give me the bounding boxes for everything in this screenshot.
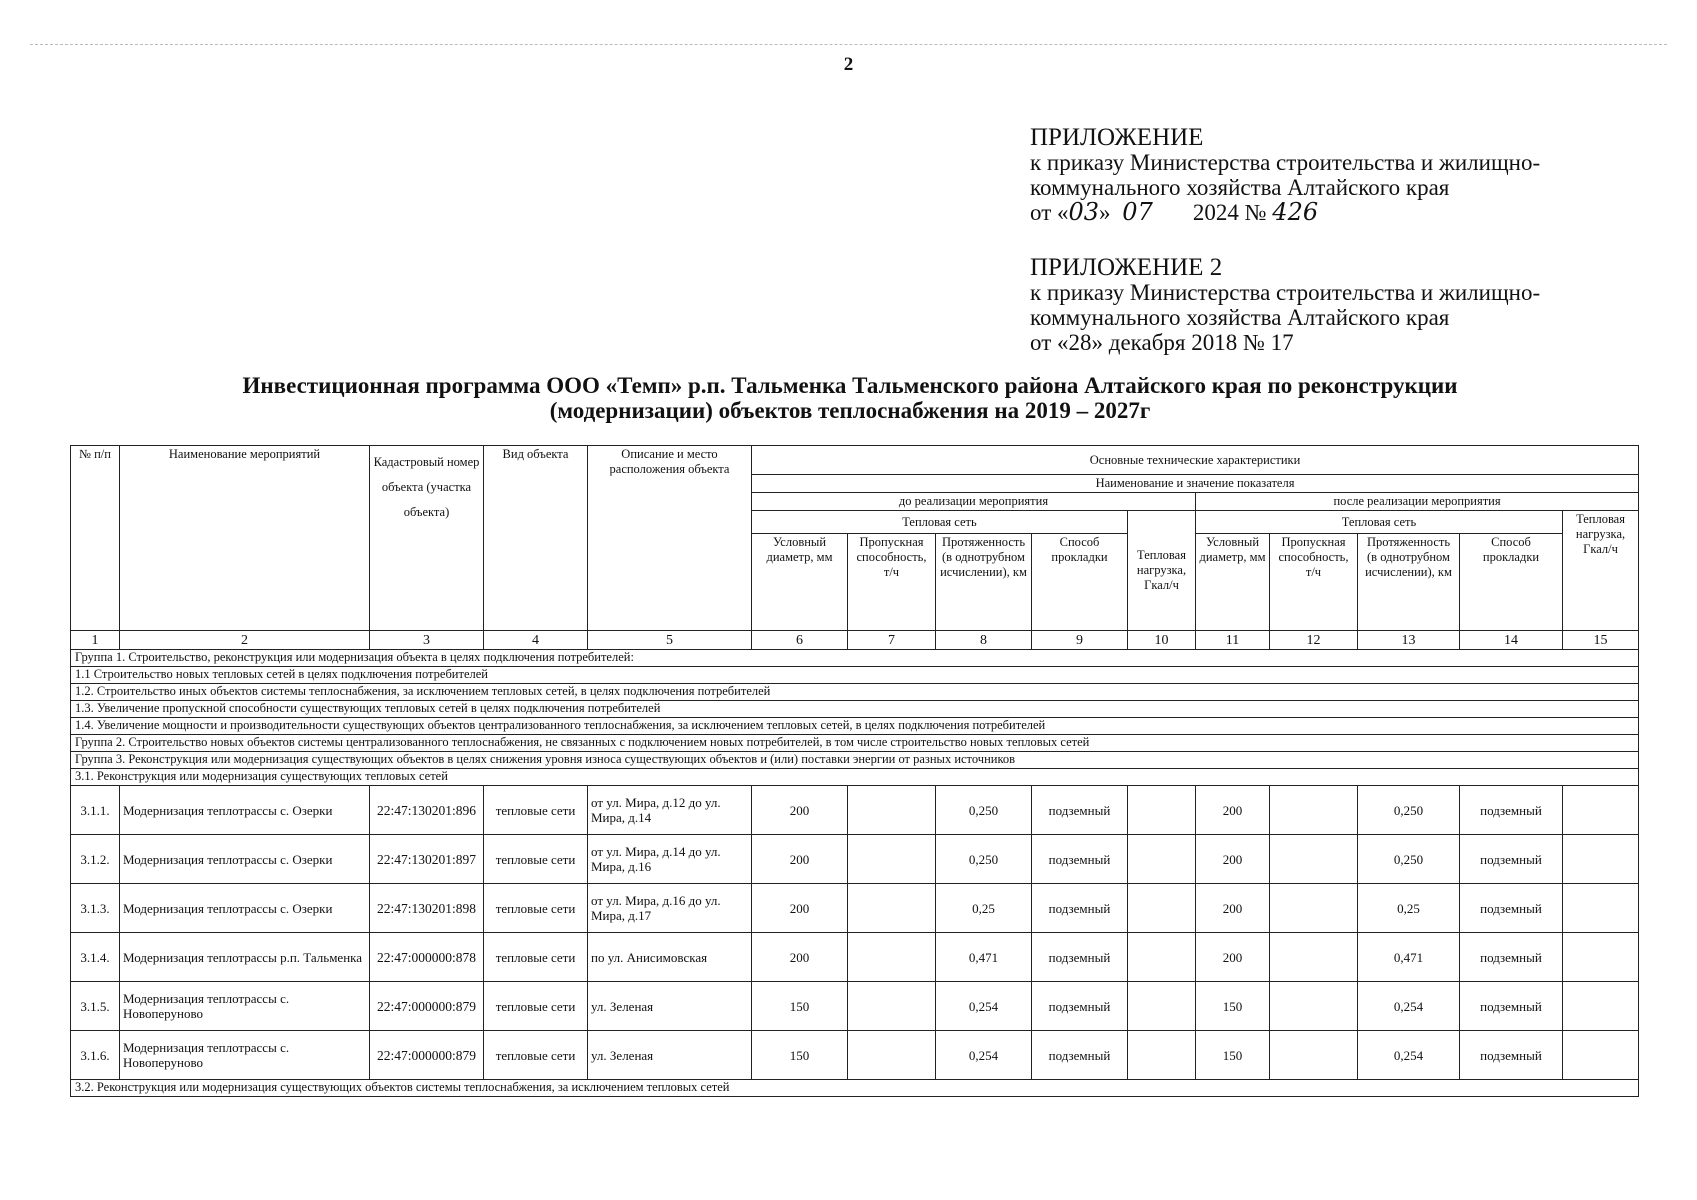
col-number: 2 bbox=[120, 631, 370, 650]
appendix-2-line3: от «28» декабря 2018 № 17 bbox=[1030, 330, 1294, 355]
appendix-2-line1: к приказу Министерства строительства и жилищно- bbox=[1030, 280, 1541, 305]
row-method-before: подземный bbox=[1032, 884, 1128, 933]
col-number: 1 bbox=[71, 631, 120, 650]
row-description: ул. Зеленая bbox=[588, 1031, 752, 1080]
section-row-label: 3.2. Реконструкция или модернизация существующих объектов системы теплоснабжения, за исключением тепловых сетей bbox=[71, 1080, 1639, 1097]
row-load-after bbox=[1563, 1031, 1639, 1080]
date-year: 2024 № bbox=[1192, 200, 1267, 225]
col-number: 3 bbox=[370, 631, 484, 650]
header-num: № п/п bbox=[71, 446, 120, 631]
group-row bbox=[71, 701, 1639, 718]
col-number: 13 bbox=[1358, 631, 1460, 650]
page-number: 2 bbox=[843, 54, 854, 75]
col-number: 12 bbox=[1270, 631, 1358, 650]
row-length-before: 0,471 bbox=[936, 933, 1032, 982]
row-type: тепловые сети bbox=[484, 1031, 588, 1080]
row-load-after bbox=[1563, 835, 1639, 884]
row-name: Модернизация теплотрассы с. Новоперуново bbox=[120, 982, 370, 1031]
table-row bbox=[71, 786, 1639, 835]
row-length-before: 0,250 bbox=[936, 786, 1032, 835]
header-length-after: Протяженность (в однотрубном исчислении), км bbox=[1358, 534, 1460, 631]
group-row-label: 1.1 Строительство новых тепловых сетей в целях подключения потребителей bbox=[71, 667, 1639, 684]
row-capacity-after bbox=[1270, 786, 1358, 835]
row-method-after: подземный bbox=[1460, 933, 1563, 982]
col-number: 4 bbox=[484, 631, 588, 650]
row-method-before: подземный bbox=[1032, 982, 1128, 1031]
appendix-2-heading: ПРИЛОЖЕНИЕ 2 bbox=[1030, 254, 1223, 281]
row-length-after: 0,471 bbox=[1358, 933, 1460, 982]
row-diameter-before: 200 bbox=[752, 835, 848, 884]
document-title bbox=[160, 373, 1540, 423]
col-number: 14 bbox=[1460, 631, 1563, 650]
group-row-label: Группа 2. Строительство новых объектов системы централизованного теплоснабжения, не связанных с подключением новых потребителей, в том числе строительство новых тепловых сетей bbox=[71, 735, 1639, 752]
table-row bbox=[71, 933, 1639, 982]
row-capacity-after bbox=[1270, 884, 1358, 933]
header-load-after: Тепловая нагрузка, Гкал/ч bbox=[1563, 511, 1639, 631]
column-numbers-row bbox=[71, 631, 1639, 650]
row-capacity-before bbox=[848, 933, 936, 982]
title-line-1: Инвестиционная программа ООО «Темп» р.п. Тальменка Тальменского района Алтайского края по реконструкции bbox=[242, 373, 1458, 398]
header-method-before: Способ прокладки bbox=[1032, 534, 1128, 631]
row-description: от ул. Мира, д.12 до ул. Мира, д.14 bbox=[588, 786, 752, 835]
row-capacity-after bbox=[1270, 1031, 1358, 1080]
col-number: 9 bbox=[1032, 631, 1128, 650]
row-length-after: 0,254 bbox=[1358, 982, 1460, 1031]
row-length-after: 0,25 bbox=[1358, 884, 1460, 933]
row-diameter-after: 150 bbox=[1196, 1031, 1270, 1080]
row-num: 3.1.6. bbox=[71, 1031, 120, 1080]
header-main-characteristics: Основные технические характеристики bbox=[752, 446, 1639, 475]
row-length-before: 0,254 bbox=[936, 1031, 1032, 1080]
header-network-before: Тепловая сеть bbox=[752, 511, 1128, 534]
row-capacity-after bbox=[1270, 933, 1358, 982]
row-length-before: 0,25 bbox=[936, 884, 1032, 933]
appendix-1-block bbox=[1030, 125, 1540, 225]
group-row bbox=[71, 718, 1639, 735]
row-length-before: 0,254 bbox=[936, 982, 1032, 1031]
row-load-after bbox=[1563, 884, 1639, 933]
header-network-after: Тепловая сеть bbox=[1196, 511, 1563, 534]
row-cadastral: 22:47:130201:897 bbox=[370, 835, 484, 884]
row-capacity-before bbox=[848, 835, 936, 884]
row-length-after: 0,254 bbox=[1358, 1031, 1460, 1080]
row-type: тепловые сети bbox=[484, 982, 588, 1031]
row-diameter-after: 200 bbox=[1196, 884, 1270, 933]
row-name: Модернизация теплотрассы с. Озерки bbox=[120, 835, 370, 884]
handwritten-day: 03 bbox=[1068, 198, 1100, 226]
row-diameter-after: 200 bbox=[1196, 933, 1270, 982]
row-length-before: 0,250 bbox=[936, 835, 1032, 884]
row-description: ул. Зеленая bbox=[588, 982, 752, 1031]
row-num: 3.1.4. bbox=[71, 933, 120, 982]
row-method-before: подземный bbox=[1032, 786, 1128, 835]
row-load-before bbox=[1128, 933, 1196, 982]
group-row bbox=[71, 667, 1639, 684]
row-capacity-after bbox=[1270, 835, 1358, 884]
header-cadastral: Кадастровый номер объекта (участка объекта) bbox=[370, 446, 484, 631]
group-row-label: 1.4. Увеличение мощности и производительности существующих объектов централизованного теплоснабжения, за исключением тепловых сетей, в целях подключения потребителей bbox=[71, 718, 1639, 735]
header-diameter-after: Условный диаметр, мм bbox=[1196, 534, 1270, 631]
header-capacity-after: Пропускная способность, т/ч bbox=[1270, 534, 1358, 631]
col-number: 8 bbox=[936, 631, 1032, 650]
header-capacity-before: Пропускная способность, т/ч bbox=[848, 534, 936, 631]
row-load-after bbox=[1563, 933, 1639, 982]
row-method-before: подземный bbox=[1032, 933, 1128, 982]
row-diameter-before: 150 bbox=[752, 1031, 848, 1080]
group-row-label: Группа 3. Реконструкция или модернизация существующих объектов в целях снижения уровня износа существующих объектов и (или) поставки энергии от разных источников bbox=[71, 752, 1639, 769]
date-prefix: от « bbox=[1030, 200, 1069, 225]
header-before: до реализации мероприятия bbox=[752, 493, 1196, 511]
table-row bbox=[71, 1031, 1639, 1080]
row-capacity-before bbox=[848, 786, 936, 835]
row-description: от ул. Мира, д.16 до ул. Мира, д.17 bbox=[588, 884, 752, 933]
col-number: 15 bbox=[1563, 631, 1639, 650]
handwritten-number: 426 bbox=[1272, 198, 1319, 226]
row-name: Модернизация теплотрассы с. Новоперуново bbox=[120, 1031, 370, 1080]
col-number: 7 bbox=[848, 631, 936, 650]
header-description: Описание и место расположения объекта bbox=[588, 446, 752, 631]
group-row bbox=[71, 684, 1639, 701]
header-after: после реализации мероприятия bbox=[1196, 493, 1639, 511]
row-diameter-before: 150 bbox=[752, 982, 848, 1031]
row-num: 3.1.5. bbox=[71, 982, 120, 1031]
row-load-before bbox=[1128, 835, 1196, 884]
row-load-before bbox=[1128, 786, 1196, 835]
row-capacity-after bbox=[1270, 982, 1358, 1031]
header-length-before: Протяженность (в однотрубном исчислении), км bbox=[936, 534, 1032, 631]
row-description: по ул. Анисимовская bbox=[588, 933, 752, 982]
group-row-label: Группа 1. Строительство, реконструкция или модернизация объекта в целях подключения потребителей: bbox=[71, 650, 1639, 667]
group-row bbox=[71, 735, 1639, 752]
date-mid: » bbox=[1099, 200, 1117, 225]
appendix-1-heading: ПРИЛОЖЕНИЕ bbox=[1030, 124, 1204, 151]
row-capacity-before bbox=[848, 884, 936, 933]
row-cadastral: 22:47:130201:896 bbox=[370, 786, 484, 835]
row-description: от ул. Мира, д.14 до ул. Мира, д.16 bbox=[588, 835, 752, 884]
section-row bbox=[71, 1080, 1639, 1097]
row-diameter-before: 200 bbox=[752, 884, 848, 933]
header-load-before: Тепловая нагрузка, Гкал/ч bbox=[1128, 511, 1196, 631]
appendix-1-line2: коммунального хозяйства Алтайского края bbox=[1030, 175, 1450, 200]
row-length-after: 0,250 bbox=[1358, 786, 1460, 835]
row-name: Модернизация теплотрассы с. Озерки bbox=[120, 884, 370, 933]
row-type: тепловые сети bbox=[484, 786, 588, 835]
row-diameter-after: 200 bbox=[1196, 786, 1270, 835]
row-load-before bbox=[1128, 982, 1196, 1031]
row-method-after: подземный bbox=[1460, 786, 1563, 835]
table-row bbox=[71, 884, 1639, 933]
row-type: тепловые сети bbox=[484, 933, 588, 982]
row-method-after: подземный bbox=[1460, 982, 1563, 1031]
row-num: 3.1.2. bbox=[71, 835, 120, 884]
col-number: 11 bbox=[1196, 631, 1270, 650]
group-row-label: 1.3. Увеличение пропускной способности существующих тепловых сетей в целях подключения потребителей bbox=[71, 701, 1639, 718]
row-name: Модернизация теплотрассы р.п. Тальменка bbox=[120, 933, 370, 982]
row-length-after: 0,250 bbox=[1358, 835, 1460, 884]
row-load-after bbox=[1563, 982, 1639, 1031]
header-diameter-before: Условный диаметр, мм bbox=[752, 534, 848, 631]
row-diameter-after: 200 bbox=[1196, 835, 1270, 884]
investment-program-table bbox=[70, 445, 1639, 1097]
row-method-before: подземный bbox=[1032, 1031, 1128, 1080]
row-capacity-before bbox=[848, 982, 936, 1031]
row-num: 3.1.3. bbox=[71, 884, 120, 933]
header-name: Наименование мероприятий bbox=[120, 446, 370, 631]
row-diameter-before: 200 bbox=[752, 786, 848, 835]
row-method-after: подземный bbox=[1460, 835, 1563, 884]
row-cadastral: 22:47:130201:898 bbox=[370, 884, 484, 933]
header-object-type: Вид объекта bbox=[484, 446, 588, 631]
header-method-after: Способ прокладки bbox=[1460, 534, 1563, 631]
row-method-before: подземный bbox=[1032, 835, 1128, 884]
row-method-after: подземный bbox=[1460, 884, 1563, 933]
row-diameter-before: 200 bbox=[752, 933, 848, 982]
table-row bbox=[71, 982, 1639, 1031]
row-diameter-after: 150 bbox=[1196, 982, 1270, 1031]
appendix-1-date-line bbox=[1030, 200, 1540, 225]
row-type: тепловые сети bbox=[484, 835, 588, 884]
group-row bbox=[71, 769, 1639, 786]
col-number: 10 bbox=[1128, 631, 1196, 650]
table-row bbox=[71, 835, 1639, 884]
group-row bbox=[71, 650, 1639, 667]
handwritten-month: 07 bbox=[1122, 198, 1153, 226]
row-num: 3.1.1. bbox=[71, 786, 120, 835]
row-cadastral: 22:47:000000:878 bbox=[370, 933, 484, 982]
appendix-2-block bbox=[1030, 255, 1540, 355]
row-name: Модернизация теплотрассы с. Озерки bbox=[120, 786, 370, 835]
header-indicator: Наименование и значение показателя bbox=[752, 475, 1639, 493]
header-row-1 bbox=[71, 446, 1639, 475]
row-cadastral: 22:47:000000:879 bbox=[370, 982, 484, 1031]
scan-top-edge bbox=[30, 44, 1667, 45]
row-load-before bbox=[1128, 884, 1196, 933]
row-cadastral: 22:47:000000:879 bbox=[370, 1031, 484, 1080]
col-number: 6 bbox=[752, 631, 848, 650]
group-row-label: 3.1. Реконструкция или модернизация существующих тепловых сетей bbox=[71, 769, 1639, 786]
group-row-label: 1.2. Строительство иных объектов системы теплоснабжения, за исключением тепловых сетей, в целях подключения потребителей bbox=[71, 684, 1639, 701]
appendix-1-line1: к приказу Министерства строительства и жилищно- bbox=[1030, 150, 1541, 175]
col-number: 5 bbox=[588, 631, 752, 650]
row-load-after bbox=[1563, 786, 1639, 835]
row-capacity-before bbox=[848, 1031, 936, 1080]
row-type: тепловые сети bbox=[484, 884, 588, 933]
group-row bbox=[71, 752, 1639, 769]
title-line-2: (модернизации) объектов теплоснабжения на 2019 – 2027г bbox=[549, 398, 1151, 423]
row-method-after: подземный bbox=[1460, 1031, 1563, 1080]
row-load-before bbox=[1128, 1031, 1196, 1080]
appendix-2-line2: коммунального хозяйства Алтайского края bbox=[1030, 305, 1450, 330]
